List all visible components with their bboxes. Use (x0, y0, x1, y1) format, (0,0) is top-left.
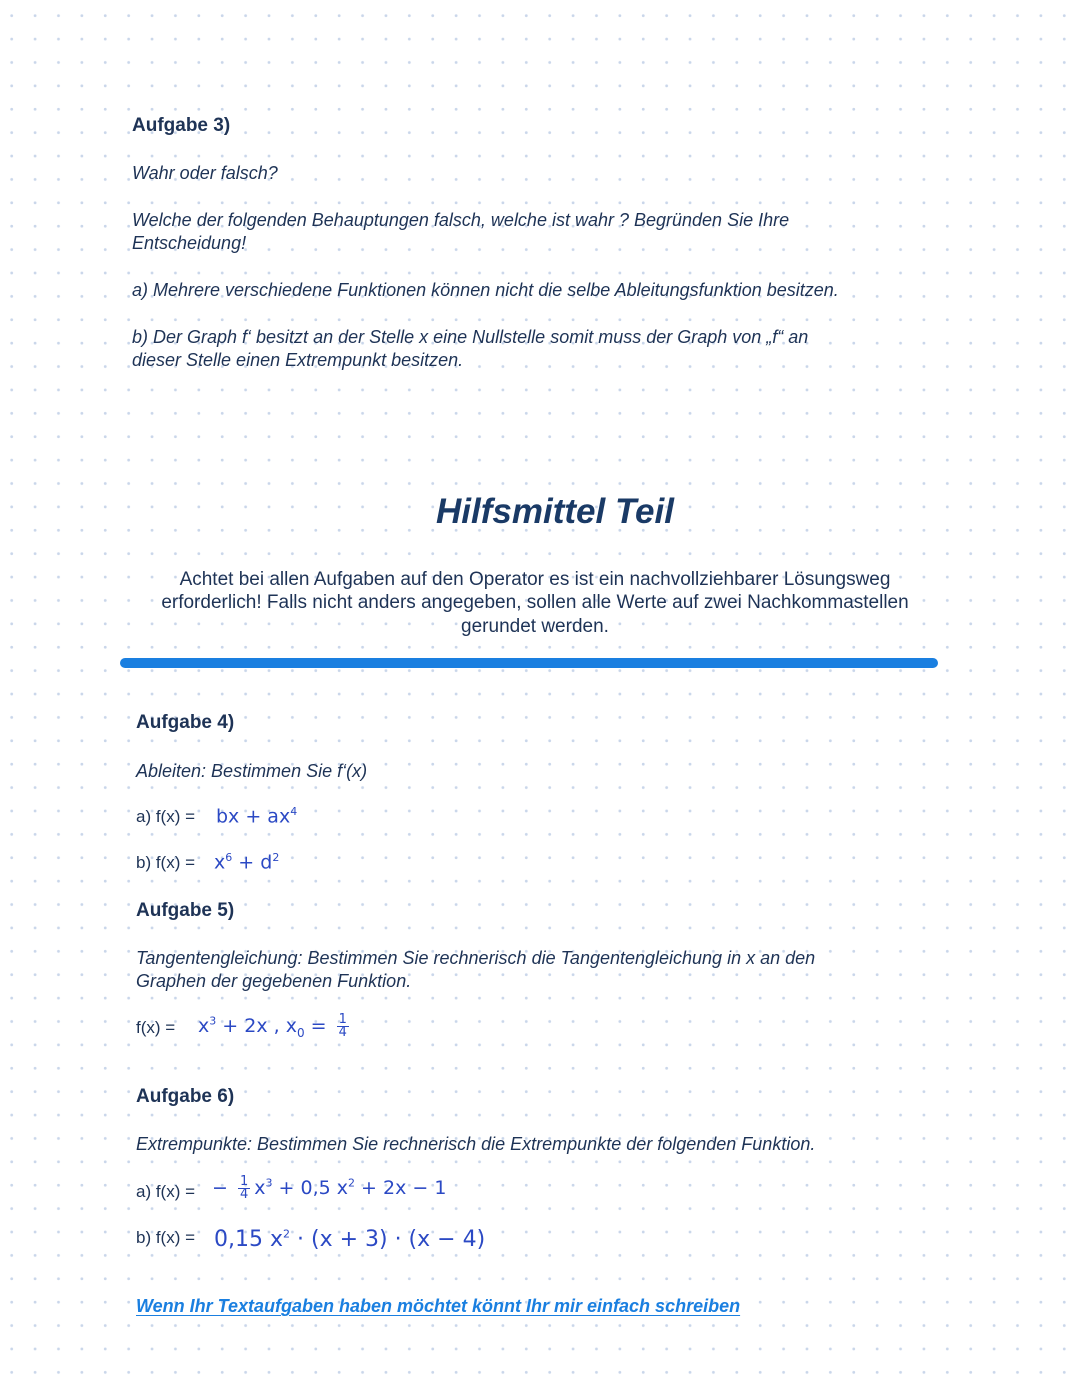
task6-heading: Aufgabe 6) (136, 1086, 235, 1107)
task3-statement-b-line2: dieser Stelle einen Extrempunkt besitzen. (132, 350, 464, 370)
task5-heading: Aufgabe 5) (136, 900, 235, 921)
section-note-line3: gerundet werden. (461, 615, 609, 637)
task6-a-label: a) f(x) = (136, 1182, 196, 1201)
task5-text-line2: Graphen der gegebenen Funktion. (136, 971, 412, 991)
task4-subtitle: Ableiten: Bestimmen Sie f‘(x) (136, 761, 368, 781)
task5-text-line1: Tangentengleichung: Bestimmen Sie rechnerisch die Tangentengleichung in x an den (136, 948, 816, 968)
task6-b-label: b) f(x) = (136, 1228, 196, 1247)
task3-subtitle: Wahr oder falsch? (132, 163, 278, 183)
task4-a-expression: bx + $ax^4$ (216, 805, 298, 828)
task5-expression: $x^3 + 2x$ , $x_0$ = $\frac{1}{4}$ (198, 1012, 347, 1040)
task6-a-expression: − $\frac{1}{4}$ $x^3 + 0,5$ $x^2 + 2x - 1$ (212, 1174, 447, 1202)
task6-text: Extrempunkte: Bestimmen Sie rechnerisch die Extrempunkte der folgenden Funktion. (136, 1134, 816, 1154)
section-note-line1: Achtet bei allen Aufgaben auf den Operator es ist ein nachvollziehbarer Lösungsweg (179, 569, 891, 590)
task4-b-label: b) f(x) = (136, 853, 196, 872)
task4-b-expression: $x^6 + d^2$ (214, 851, 280, 874)
section-note (120, 568, 950, 638)
contact-link[interactable]: Wenn Ihr Textaufgaben haben möchtet könnt Ihr mir einfach schreiben (136, 1296, 741, 1316)
task4-heading: Aufgabe 4) (136, 712, 235, 733)
task3-statement-a: a) Mehrere verschiedene Funktionen können nicht die selbe Ableitungsfunktion besitzen. (132, 280, 839, 300)
task5-f-label: f(x) = (136, 1018, 176, 1037)
task3-statement-b-line1: b) Der Graph f‘ besitzt an der Stelle x eine Nullstelle somit muss der Graph von „f“ an (132, 327, 809, 347)
task4-a-label: a) f(x) = (136, 807, 196, 826)
task3-heading: Aufgabe 3) (132, 115, 231, 136)
task3-instruction-line1: Welche der folgenden Behauptungen falsch, welche ist wahr ? Begründen Sie Ihre (132, 210, 790, 230)
section-title: Hilfsmittel Teil (436, 492, 674, 531)
task6-b-expression: 0,15 $x^2 \cdot (x + 3) \cdot (x - 4)$ (214, 1227, 486, 1252)
section-note-line2: erforderlich! Falls nicht anders angegeben, sollen alle Werte auf zwei Nachkommastellen (161, 592, 909, 614)
task3-instruction-line2: Entscheidung! (132, 233, 247, 253)
section-divider (120, 658, 938, 668)
